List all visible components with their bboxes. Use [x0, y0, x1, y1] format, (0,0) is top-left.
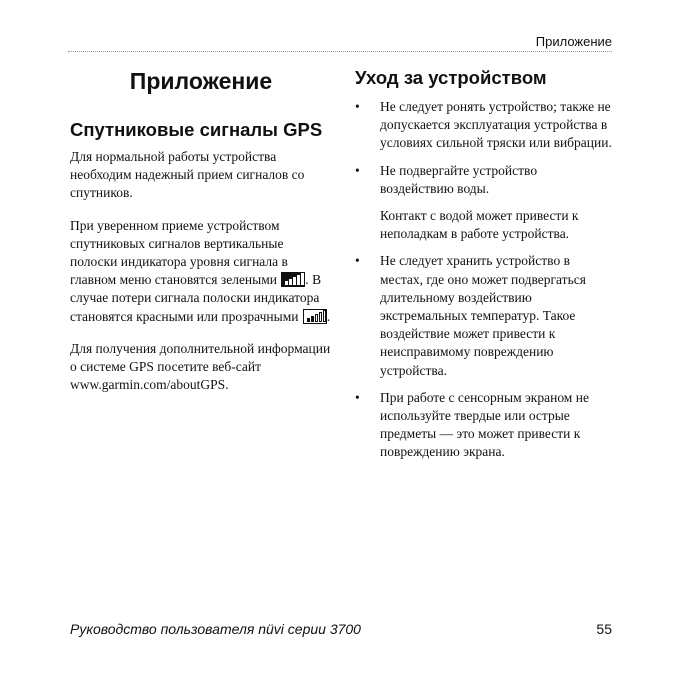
- list-item: [355, 252, 613, 379]
- paragraph-gps-intro: Для нормальной работы устройства необходим надежный прием сигналов со спутников.: [70, 149, 305, 201]
- paragraph-text: . В случае потери сигнала полоски индикатора становятся красными или прозрачными: [70, 272, 322, 324]
- list-item-text: Не следует хранить устройство в местах, где оно может подвергаться длительному воздействию экстремальных температур. Такое воздействие может привести к неисправимому повреждению устройства.: [380, 253, 586, 378]
- section-heading-care: Уход за устройством: [355, 67, 547, 88]
- footer-manual-title: Руководство пользователя nüvi серии 3700: [70, 621, 361, 637]
- bullet-icon: •: [355, 389, 360, 405]
- care-list: [355, 98, 613, 462]
- list-item-text: При работе с сенсорным экраном не используйте твердые или острые предметы — это может привести к повреждению экрана.: [380, 389, 589, 460]
- paragraph-text: .: [326, 308, 331, 324]
- list-item-text: Не следует ронять устройство; также не допускается эксплуатация устройства в условиях сильной тряски или вибрации.: [380, 99, 612, 151]
- page-number: 55: [596, 621, 612, 637]
- signal-strength-icon: [281, 272, 305, 287]
- right-column: [355, 66, 613, 471]
- bullet-icon: •: [355, 253, 360, 269]
- header-rule: [68, 51, 612, 52]
- section-heading-gps: Спутниковые сигналы GPS: [70, 119, 323, 140]
- paragraph-gps-more-info: Для получения дополнительной информации о системе GPS посетите веб-сайт www.garmin.com/aboutGPS.: [70, 340, 331, 393]
- left-column: [70, 66, 332, 394]
- list-item-text: Не подвергайте устройство воздействию воды.: [380, 162, 538, 196]
- running-head: Приложение: [535, 34, 612, 49]
- bullet-icon: •: [355, 99, 360, 114]
- page-title: Приложение: [129, 68, 273, 94]
- signal-strength-empty-icon: [303, 309, 327, 324]
- paragraph-text: При уверенном приеме устройством спутниковых сигналов вертикальные полоски индикатора уровня сигнала в главном меню становятся зелеными: [70, 217, 288, 288]
- list-item: [355, 98, 613, 153]
- bullet-icon: •: [355, 162, 360, 178]
- list-item-note: Контакт с водой может привести к неполадкам в работе устройства.: [380, 208, 579, 242]
- paragraph-signal-bars: [70, 217, 332, 326]
- list-item: [355, 389, 613, 462]
- list-item: [355, 162, 613, 244]
